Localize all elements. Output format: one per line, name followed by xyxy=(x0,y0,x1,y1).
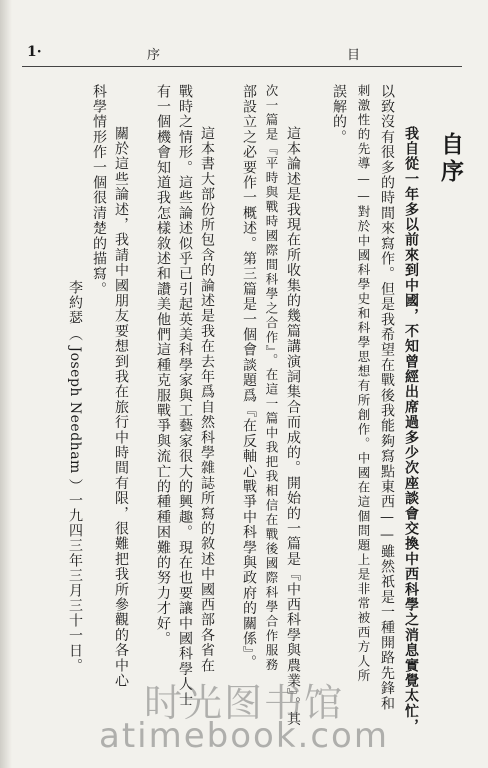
text-column-12: 科學情形作一個很清楚的描寫。 xyxy=(91,84,107,297)
text-column-3: 刺激性的先導——對於中國科學史和科學思想有所創作。中國在這個問題上是非常被西方人所 xyxy=(356,84,371,684)
header-rule xyxy=(22,66,462,67)
text-column-1: 我自從一年多以前來到中國，不知曾經出席過多少次座談會交換中西科學之消息實覺太忙， xyxy=(403,126,419,734)
text-column-2: 以致沒有很多的時間來寫作。但是我希望在戰後我能夠寫點東西——雖然祇是一種開路先鋒和 xyxy=(379,84,395,712)
text-column-8: 這本書大部份所包含的論述是我在去年爲自然科學雜誌所寫的敘述中國西部各省在 xyxy=(199,126,215,674)
author-name: 李約瑟 xyxy=(67,280,83,325)
watermark-url: atimebook.com xyxy=(99,716,389,756)
text-column-11: 關於這些論述，我請中國朋友要想到我在旅行中時間有限，很難把我所參觀的各中心 xyxy=(113,126,129,689)
page-number: 1· xyxy=(27,44,42,60)
text-column-5: 這本論述是我現在所收集的幾篇講演詞集合而成的。開始的一篇是『中西科學與農業』。其 xyxy=(285,126,301,727)
page-edge xyxy=(0,0,12,768)
signature-date: 一九四三年三月三十一日。 xyxy=(67,493,83,674)
running-header-left: 序 xyxy=(147,48,161,63)
signature xyxy=(66,280,84,673)
watermark-text: 时光图书馆 xyxy=(143,681,344,725)
author-latin-name: （ Joseph Needham ） xyxy=(67,327,83,494)
text-column-9: 戰時之情形。這些論述似乎已引起英美科學家與工藝家很大的興趣。現在也要讓中國科學人士 xyxy=(177,84,193,708)
text-column-7: 部設立之必要作一概述。第三篇是一個會談題爲『在反軸心戰爭中科學與政府的關係』。 xyxy=(241,84,257,670)
text-column-10: 有一個機會知道我怎樣敘述和讚美他們這種克服戰爭與流亡的種種困難的努力才好。 xyxy=(155,84,171,647)
text-column-4: 誤解的。 xyxy=(331,84,347,145)
page-title: 自序 xyxy=(437,132,464,186)
text-column-6: 次一篇是『平時與戰時國際間科學之合作』。在這一篇中我把我相信在戰後國際科學合作服務 xyxy=(264,84,279,673)
running-header-right: 目 xyxy=(347,48,361,63)
